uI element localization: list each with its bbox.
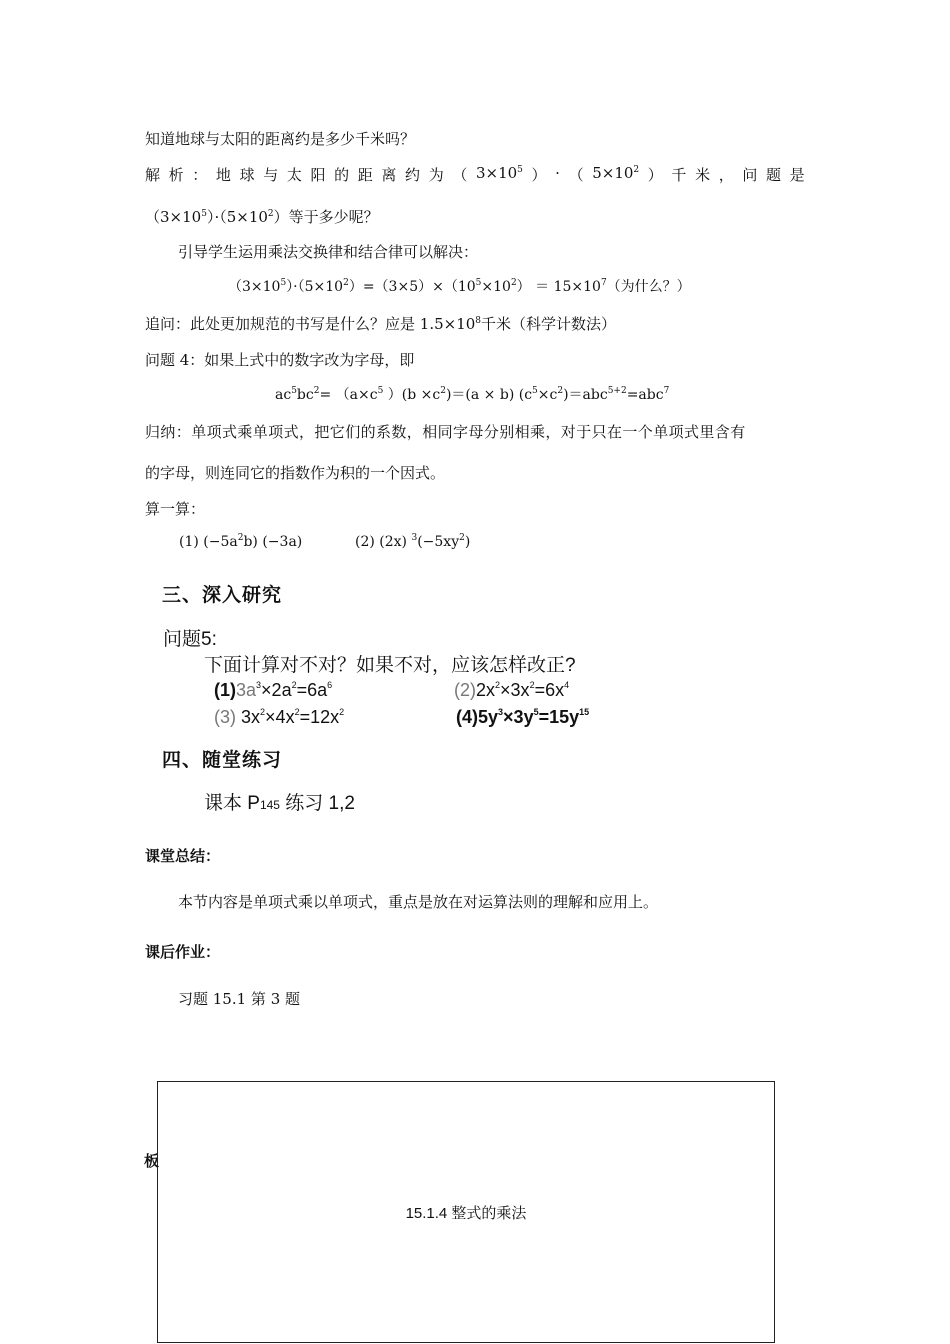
q5-item-3: (3) $3x^2\times 4x^2=12x^2$ [214,707,345,727]
practice-assignment: 课本 P145 练习 1,2 [204,793,355,814]
question-5-title: 问题5: [163,629,217,650]
q5-item-4: $(4)5y^3\times 3y^5=15y^{15}$ [456,707,590,727]
homework-heading: 课后作业： [145,944,221,961]
analysis-line-2: $(3\times 10^5)\cdot(5\times 10^2)$等于多少呢？ [145,208,379,226]
question-5-prompt: 下面计算对不对？如果不对，应该怎样改正? [204,655,576,676]
question-text: 知道地球与太阳的距离约是多少千米吗？ [145,130,416,148]
exercise-2: (2) (2x) $^3(-5xy^2)$ [355,533,471,550]
board-design-box [157,1081,775,1343]
section-3-heading: 三、深入研究 [162,585,283,606]
summary-rule-line-2: 的字母，则连同它的指数作为积的一个因式。 [145,464,446,482]
analysis-line: 解 析 ： 地 球 与 太 阳 的 距 离 约 为 （ $3\times 10^5$ ） · （ $5\times 10^2$ ） 千 米 ， 问 题 是 [145,164,805,184]
board-label: 板 [144,1153,160,1170]
summary-heading: 课堂总结： [145,848,221,865]
letter-formula: $ac^5bc^2= (a\times c^5$ ）$(b \times c^2)=(a \times b)$ $(c^5\times c^2)=abc^{5+2}=abc^7$ [275,386,670,403]
summary-text: 本节内容是单项式乘以单项式，重点是放在对运算法则的理解和应用上。 [178,893,659,911]
guidance-text: 引导学生运用乘法交换律和结合律可以解决： [178,243,479,261]
exercise-heading: 算一算： [145,500,206,518]
section-4-heading: 四、随堂练习 [162,750,283,771]
board-title: 15.1.4 整式的乘法 [405,1205,527,1222]
q5-item-1: $(1)3a^3\times 2a^2=6a^6$ [214,680,333,700]
homework-text: 习题 15.1 第 3 题 [178,990,301,1008]
summary-rule-line-1: 归纳：单项式乘单项式，把它们的系数，相同字母分别相乘，对于只在一个单项式里含有 [145,423,746,441]
question-4: 问题 4：如果上式中的数字改为字母，即 [145,351,415,369]
exercise-1: (1) $(-5a^2b)$ (−3a) [179,533,303,550]
follow-up-question: 追问：此处更加规范的书写是什么？应是 $1.5\times 10^8$千米（科学计数法） [145,315,617,333]
calculation-formula: $(3\times 10^5)\cdot(5\times 10^2)=(3\times 5)\times(10^5\times 10^2) = 15\times 10^7$（为什么？） [228,278,691,295]
q5-item-2: $(2)2x^2\times 3x^2=6x^4$ [454,680,570,700]
